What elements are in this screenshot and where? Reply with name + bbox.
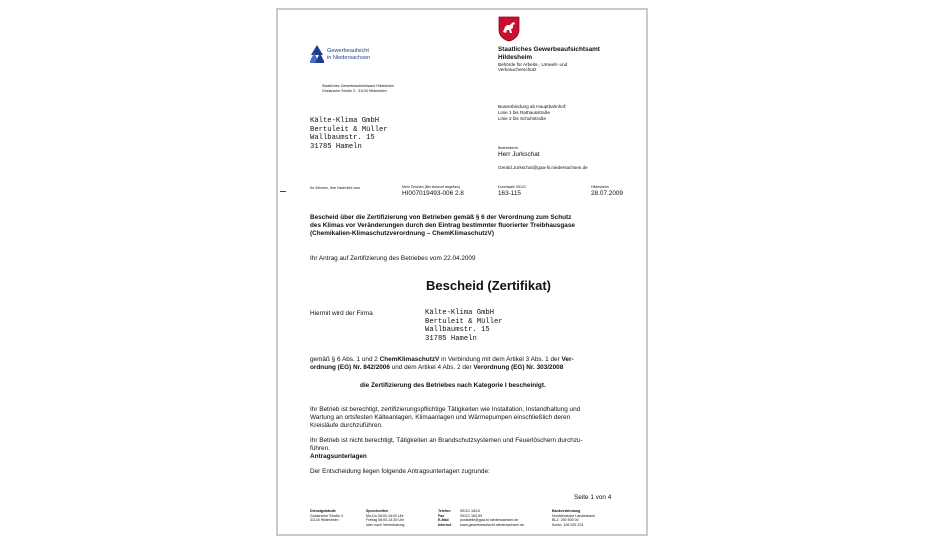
contact-info: Bearbeiter/in Herr Jurkschat Gerald.Jurkschat@gaa-hi.niedersachsen.de [498, 146, 588, 171]
transport-info: Busverbindung ab Hauptbahnhof: Linie 1 bis Rathausstraße Linie 2 bis Schuhstraße [498, 104, 567, 121]
footer-contact-labels: Telefon Fax E-Mail Internet [438, 509, 452, 527]
date-ref: Hildesheim 28.07.2009 [591, 185, 623, 197]
gewerbeaufsicht-logo [310, 45, 390, 69]
subject: Bescheid über die Zertifizierung von Betrieben gemäß § 6 der Verordnung zum Schutz des Klimas vor Veränderungen durch den Eintrag bestimmter fluorierter Treibhausgase (Chemikalien-Klimaschutzverordnung – ChemKlimaschutzV) [310, 214, 575, 237]
firm-intro: Hiermit wird der Firma [310, 310, 373, 317]
footer-contact-values: 05121 163-0 05121 163-99 poststelle@gaa-hi.niedersachsen.de www.gewerbeaufsicht.niedersachsen.de [460, 509, 525, 527]
recipient-address: Kälte-Klima GmbH Bertuleit & Müller Wallbaumstr. 15 31785 Hameln [310, 117, 388, 151]
footer [310, 509, 630, 529]
permission-paragraph: Ihr Betrieb ist berechtigt, zertifizierungspflichtige Tätigkeiten wie Installation, Instandhaltung und Wartung an ortsfesten Kälteanlagen, Klimaanlagen und Wärmepumpen einschließlich deren Kreisläufe durchzuführen. [310, 406, 581, 429]
application-reference: Ihr Antrag auf Zertifizierung des Betriebes vom 22.04.2009 [310, 255, 476, 262]
footer-bank: Bankverbindung Norddeutsche Landesbank BLZ: 250 500 00 Konto: 106 025 224 [552, 509, 595, 527]
documents-text: Der Entscheidung liegen folgende Antragsunterlagen zugrunde: [310, 468, 490, 475]
your-ref-label: Ihr Zeichen, Ihre Nachricht vom [310, 186, 361, 190]
authority-block: Staatliches Gewerbeaufsichtsamt Hildesheim Behörde für Arbeits-, Umwelt- und Verbraucherschutz [498, 46, 600, 73]
niedersachsen-crest-icon [498, 16, 520, 42]
firm-address: Kälte-Klima GmbH Bertuleit & Müller Wallbaumstr. 15 31785 Hameln [425, 309, 503, 343]
footer-address: Dienstgebäude Goslarsche Straße 3 31134 Hildesheim [310, 509, 343, 523]
phone-ref: Durchwahl 05121 163-115 [498, 185, 526, 197]
document-page [276, 8, 648, 536]
footer-hours: Sprechzeiten Mo-Do 08:00-16:00 Uhr Freitag 08:00-14:30 Uhr oder nach Vereinbarung [366, 509, 405, 527]
page-title: Bescheid (Zertifikat) [426, 278, 551, 293]
certification-statement: die Zertifizierung des Betriebes nach Kategorie I bescheinigt. [360, 382, 546, 389]
my-ref: Mein Zeichen (Bei Antwort angeben) HI007019493-006 2.8 [402, 185, 464, 197]
fold-mark [280, 191, 286, 192]
triangle-logo-icon [310, 45, 324, 65]
legal-basis: gemäß § 6 Abs. 1 und 2 ChemKlimaschutzV in Verbindung mit dem Artikel 3 Abs. 1 der Ver- ordnung (EG) Nr. 842/2006 und dem Artikel 4 Abs. 2 der Verordnung (EG) Nr. 303/2008 [310, 356, 574, 371]
documents-heading: Antragsunterlagen [310, 452, 367, 460]
logo-text-line: Gewerbeaufsicht [327, 48, 369, 54]
page-number: Seite 1 von 4 [574, 494, 612, 501]
restriction-paragraph: Ihr Betrieb ist nicht berechtigt, Tätigkeiten an Brandschutzsystemen und Feuerlöschern durchzu- führen. Antragsunterlagen [310, 437, 583, 460]
logo-text-line: in Niedersachsen [327, 54, 371, 61]
sender-line: Staatliches Gewerbeaufsichtsamt Hildesheim Goslarsche Straße 3 · 31134 Hildesheim [322, 84, 395, 93]
